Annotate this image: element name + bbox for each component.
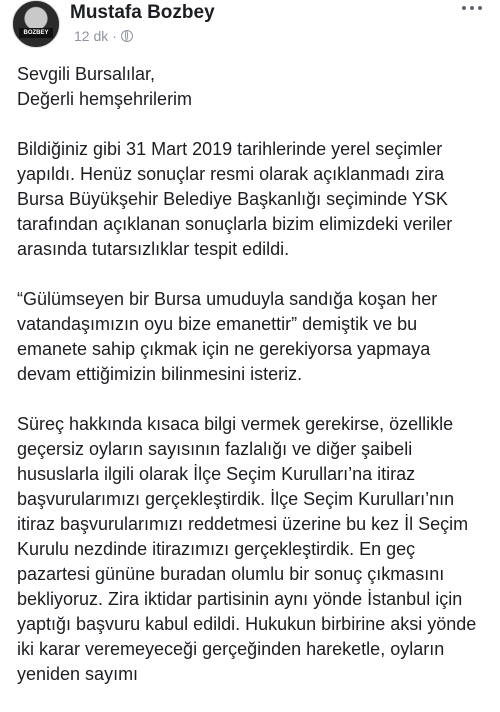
post-paragraph: “Gülümseyen bir Bursa umuduyla sandığa koşan her vatandaşımızın oyu bize emanettir” demiştik ve bu emanete sahip çıkmak için ne gerekiyorsa yapmaya devam ettiğimizin bilinmesini isteriz. [17, 289, 438, 384]
post-paragraph: Süreç hakkında kısaca bilgi vermek gerekirse, özellikle geçersiz oyların sayısının fazlalığı ve diğer şaibeli hususlarla ilgili olarak İlçe Seçim Kurulları’na itiraz başvurularımızı gerçekleştirdik. İlçe Seçim Kurulları’nın itiraz başvurularımızı reddetmesi üzerine bu kez İl Seçim Kurulu nezdinde itirazımızı gerçekleştirdik. En geç pazartesi gününe buradan olumlu bir sonuç çıkmasını bekliyoruz. Zira iktidar partisinin aynı yönde İstanbul için yaptığı başvuru kabul edildi. Hukukun birbirine aksi yönde iki karar veremeyeceği gerçeğinden hareketle, oyların yeniden sayımı [17, 414, 477, 684]
dot [462, 6, 466, 10]
dot [478, 6, 482, 10]
avatar-label: BOZBEY [19, 28, 53, 38]
post-paragraph: Bildiğiniz gibi 31 Mart 2019 tarihlerinde yerel seçimler yapıldı. Henüz sonuçlar resmi olarak açıklanmadı zira Bursa Büyükşehir Belediye Başkanlığı seçiminde YSK tarafından açıklanan sonuçlarla bizim elimizdeki veriler arasında tutarsızlıklar tespit edildi. [17, 139, 453, 259]
post-time[interactable]: 12 dk [74, 28, 109, 44]
more-options-icon[interactable] [462, 6, 482, 10]
post-paragraph: Sevgili Bursalılar, Değerli hemşehrilerim [17, 64, 193, 109]
post-body [17, 62, 487, 712]
post-header [0, 0, 500, 52]
meta-separator: · [112, 28, 117, 44]
avatar[interactable] [12, 0, 60, 48]
globe-icon [121, 30, 133, 42]
dot [470, 6, 474, 10]
post-meta [74, 28, 133, 44]
author-name[interactable]: Mustafa Bozbey [70, 2, 215, 23]
